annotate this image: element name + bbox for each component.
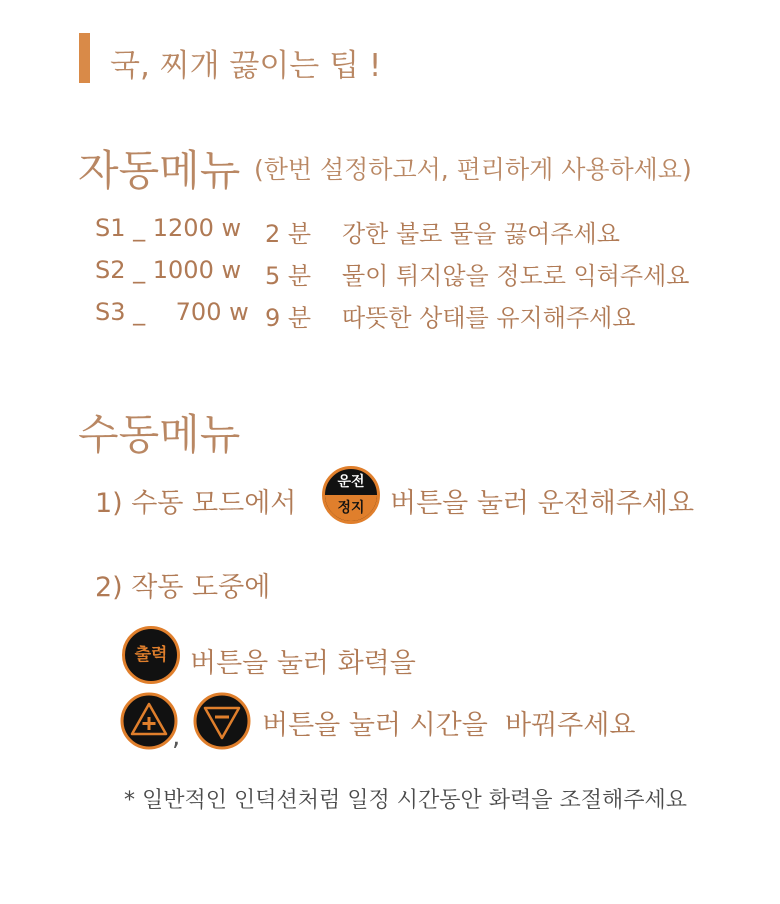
- auto-menu-heading: 자동메뉴: [78, 146, 241, 195]
- minus-button-circle: [195, 694, 249, 748]
- time-text: 버튼을 눌러 시간을 바꿔주세요: [262, 710, 636, 741]
- auto-menu-row-s1: [0, 214, 780, 246]
- run-stop-bottom-label: 정지: [325, 495, 377, 521]
- run-stop-top-label: 운전: [337, 474, 365, 490]
- auto-menu-row-s3: [0, 298, 780, 330]
- row-desc: 따뜻한 상태를 유지해주세요: [342, 304, 636, 332]
- row-code: S1 _ 1200 w: [95, 214, 242, 242]
- output-text: 버튼을 눌러 화력을: [190, 648, 416, 679]
- auto-menu-subtitle: (한번 설정하고서, 편리하게 사용하세요): [254, 155, 692, 184]
- auto-menu-row-s2: [0, 256, 780, 288]
- title-accent-bar: [79, 33, 90, 83]
- run-stop-button[interactable]: [322, 466, 380, 524]
- plus-button[interactable]: [120, 692, 181, 752]
- row-desc: 물이 튀지않을 정도로 익혀주세요: [342, 262, 690, 290]
- step1-suffix: 버튼을 눌러 운전해주세요: [390, 488, 695, 519]
- page-title: 국, 찌개 끓이는 팁 !: [110, 48, 382, 84]
- minus-button[interactable]: [193, 692, 251, 750]
- step2-text: 2) 작동 도중에: [95, 572, 271, 603]
- output-button[interactable]: [122, 626, 180, 684]
- row-desc: 강한 불로 물을 끓여주세요: [342, 220, 620, 248]
- row-code: S2 _ 1000 w: [95, 256, 242, 284]
- step1-prefix: 1) 수동 모드에서: [95, 488, 297, 519]
- row-time: 2 분: [265, 220, 312, 248]
- row-time: 5 분: [265, 262, 312, 290]
- row-time: 9 분: [265, 304, 312, 332]
- output-button-label: 출력: [134, 644, 168, 665]
- comma-separator: ,: [172, 722, 181, 752]
- manual-menu-heading: 수동메뉴: [78, 410, 241, 459]
- footnote: * 일반적인 인덕션처럼 일정 시간동안 화력을 조절해주세요: [124, 788, 688, 813]
- row-code: S3 _ 700 w: [95, 298, 249, 326]
